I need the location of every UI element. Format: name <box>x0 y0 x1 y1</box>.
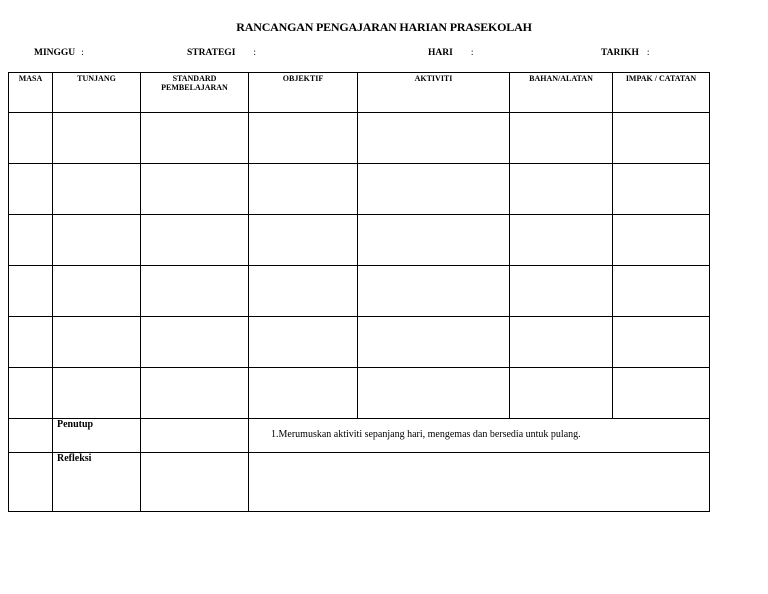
header-bahan: BAHAN/ALATAN <box>510 73 613 113</box>
refleksi-row <box>9 453 710 512</box>
table-row <box>9 266 710 317</box>
table-row <box>9 368 710 419</box>
minggu-colon: : <box>81 48 84 58</box>
cell-bahan[interactable] <box>510 317 613 368</box>
cell-objektif[interactable] <box>249 113 358 164</box>
cell-tunjang[interactable] <box>53 317 141 368</box>
table-row <box>9 113 710 164</box>
header-standard-line2: PEMBELAJARAN <box>161 83 228 92</box>
cell-standard[interactable] <box>141 164 249 215</box>
hari-field <box>428 48 473 58</box>
cell-tunjang[interactable] <box>53 368 141 419</box>
cell-standard[interactable] <box>141 368 249 419</box>
cell-aktiviti[interactable] <box>358 164 510 215</box>
table-row <box>9 164 710 215</box>
table-row <box>9 215 710 266</box>
cell-masa[interactable] <box>9 317 53 368</box>
cell-objektif[interactable] <box>249 266 358 317</box>
strategi-label: STRATEGI <box>187 48 236 58</box>
cell-objektif[interactable] <box>249 368 358 419</box>
cell-objektif[interactable] <box>249 164 358 215</box>
cell-tunjang[interactable] <box>53 164 141 215</box>
cell-bahan[interactable] <box>510 215 613 266</box>
cell-bahan[interactable] <box>510 113 613 164</box>
hari-label: HARI <box>428 48 453 58</box>
cell-bahan[interactable] <box>510 164 613 215</box>
cell-impak[interactable] <box>613 164 710 215</box>
cell-standard[interactable] <box>141 453 249 512</box>
cell-objektif[interactable] <box>249 215 358 266</box>
penutup-label: Penutup <box>57 419 94 430</box>
header-row <box>9 73 710 113</box>
strategi-colon: : <box>253 48 257 58</box>
header-tunjang: TUNJANG <box>53 73 141 113</box>
header-standard-line1: STANDARD <box>172 74 217 83</box>
cell-standard[interactable] <box>141 317 249 368</box>
cell-masa[interactable] <box>9 419 53 453</box>
cell-aktiviti[interactable] <box>358 215 510 266</box>
tarikh-label: TARIKH <box>601 48 639 58</box>
penutup-text: 1.Merumuskan aktiviti sepanjang hari, mengemas dan bersedia untuk pulang. <box>271 429 581 440</box>
cell-standard[interactable] <box>141 215 249 266</box>
strategi-field <box>187 48 256 58</box>
cell-masa[interactable] <box>9 215 53 266</box>
cell-impak[interactable] <box>613 368 710 419</box>
cell-impak[interactable] <box>613 266 710 317</box>
hari-colon: : <box>470 48 474 58</box>
header-standard <box>141 73 249 113</box>
refleksi-label: Refleksi <box>57 453 92 464</box>
cell-tunjang[interactable] <box>53 113 141 164</box>
cell-standard[interactable] <box>141 113 249 164</box>
page-title: RANCANGAN PENGAJARAN HARIAN PRASEKOLAH <box>236 20 532 34</box>
cell-aktiviti[interactable] <box>358 113 510 164</box>
cell-bahan[interactable] <box>510 266 613 317</box>
header-impak: IMPAK / CATATAN <box>613 73 710 113</box>
header-masa: MASA <box>9 73 53 113</box>
minggu-field <box>34 48 84 58</box>
tarikh-colon: : <box>646 48 650 58</box>
cell-standard[interactable] <box>141 266 249 317</box>
lesson-plan-table <box>8 72 710 512</box>
cell-masa[interactable] <box>9 113 53 164</box>
refleksi-content-cell[interactable] <box>249 453 710 512</box>
penutup-row <box>9 419 710 453</box>
cell-masa[interactable] <box>9 453 53 512</box>
cell-masa[interactable] <box>9 266 53 317</box>
cell-impak[interactable] <box>613 215 710 266</box>
cell-impak[interactable] <box>613 113 710 164</box>
cell-aktiviti[interactable] <box>358 368 510 419</box>
minggu-label: MINGGU <box>34 48 76 58</box>
refleksi-label-cell <box>53 453 141 512</box>
cell-standard[interactable] <box>141 419 249 453</box>
header-aktiviti: AKTIVITI <box>358 73 510 113</box>
cell-objektif[interactable] <box>249 317 358 368</box>
cell-bahan[interactable] <box>510 368 613 419</box>
tarikh-field <box>601 48 649 58</box>
table-row <box>9 317 710 368</box>
cell-tunjang[interactable] <box>53 266 141 317</box>
cell-masa[interactable] <box>9 164 53 215</box>
cell-masa[interactable] <box>9 368 53 419</box>
cell-aktiviti[interactable] <box>358 266 510 317</box>
cell-aktiviti[interactable] <box>358 317 510 368</box>
penutup-label-cell <box>53 419 141 453</box>
header-objektif: OBJEKTIF <box>249 73 358 113</box>
cell-impak[interactable] <box>613 317 710 368</box>
penutup-content-cell[interactable] <box>249 419 710 453</box>
cell-tunjang[interactable] <box>53 215 141 266</box>
